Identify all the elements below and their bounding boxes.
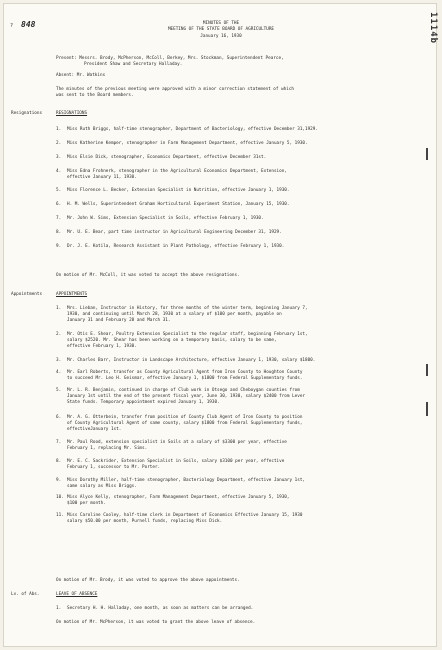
header-line-1: MINUTES OF THE <box>202 21 240 26</box>
appointment-item-number: 5. <box>56 388 62 393</box>
resignation-item-number: 7. <box>56 216 62 221</box>
margin-label-appointments: Appointments <box>11 292 43 297</box>
resignation-item-number: 5. <box>56 188 62 193</box>
margin-bracket <box>426 148 428 160</box>
resignation-item-number: 3. <box>56 155 62 160</box>
appointment-item-number: 2. <box>56 332 62 337</box>
appointments-motion: On motion of Mr. Brody, it was voted to approve the above appointments. <box>56 578 240 583</box>
margin-label-leave: Lv. of Abs. <box>11 592 40 597</box>
resignation-item-number: 4. <box>56 169 62 174</box>
resignation-item-text: H. M. Wells, Superintendent Graham Horticultural Experiment Station, January 15, 1930. <box>67 202 290 207</box>
appointment-item-number: 3. <box>56 358 62 363</box>
resignation-item-number: 2. <box>56 141 62 146</box>
margin-mark: ? <box>10 23 14 29</box>
appointment-item-text: Mr. Paul Rood, extension specialist in Soils at a salary of $3300 per year, effective February 1, replacing Mr. Sims. <box>67 440 287 451</box>
appointment-item-number: 6. <box>56 415 62 420</box>
resignation-item-text: Miss Florence L. Becker, Extension Specialist in Nutrition, effective January 1, 1930. <box>67 188 290 193</box>
appointments-heading: APPOINTMENTS <box>56 292 88 297</box>
appointment-item-number: 1. <box>56 306 62 311</box>
appointment-item-text: Mr. Earl Roberts, transfer as County Agricultural Agent from Iron County to Houghton County to succeed Mr. Leo H. Geismar, effective January 1, $1800 from Federal Supplementary funds. <box>67 370 303 381</box>
appointment-item-number: 9. <box>56 478 62 483</box>
present-line: Present: Messrs. Brody, McPherson, McColl, Berkey, Mrs. Stockman, Superintendent Pearce, <box>56 56 284 61</box>
document-header <box>0 21 442 40</box>
side-stamp: 1114b <box>428 12 438 45</box>
appointment-item-number: 7. <box>56 440 62 445</box>
appointment-item-text: Mr. Otis E. Shear, Poultry Extension Specialist to the regular staff, beginning February 1st, salary $2520. Mr. Shear has been working on a temporary basis, salary to be same, effective February 1, 1930. <box>67 332 308 349</box>
resignation-item-text: Mr. U. E. Bear, part time instructor in Agricultural Engineering December 31, 1929. <box>67 230 282 235</box>
leave-item-number: 1. <box>56 606 62 611</box>
resignation-item-number: 9. <box>56 244 62 249</box>
resignation-item-number: 6. <box>56 202 62 207</box>
page-number: 848 <box>21 20 36 29</box>
resignation-item-text: Dr. J. E. Kotila, Research Assistant in Plant Pathology, effective February 1, 1930. <box>67 244 285 249</box>
resignation-item-number: 1. <box>56 127 62 132</box>
leave-motion: On motion of Mr. McPherson, it was voted to grant the above leave of absence. <box>56 620 256 625</box>
minutes-line-2: was sent to the Board members. <box>56 93 134 98</box>
present-line-2: President Shaw and Secretary Halladay. <box>84 62 183 67</box>
resignations-heading: RESIGNATIONS <box>56 111 88 116</box>
minutes-line-1: The minutes of the previous meeting were approved with a minor correction statement of which <box>56 87 294 92</box>
appointment-item-number: 11. <box>56 513 64 518</box>
appointment-item-text: Mr. A. G. Otterbein, transfer from position of County Club Agent of Iron County to position of County Agricultural Agent of same county, salary $1800 from Federal Supplementary funds, effectiveJanuary 1st. <box>67 415 303 432</box>
appointment-item-number: 10. <box>56 495 64 500</box>
resignations-motion: On motion of Mr. McColl, it was voted to accept the above resignations. <box>56 273 240 278</box>
appointment-item-text: Mr. Charles Barr, Instructor in Landscape Architecture, effective January 1, 1930, salary $1800. <box>67 358 316 363</box>
margin-label-resignations: Resignations <box>11 111 43 116</box>
resignation-item-text: Miss Elsie Dick, stenographer, Economics Department, effective December 31st. <box>67 155 267 160</box>
appointment-item-text: Mr. E. C. Sackrider, Extension Specialist in Soils, salary $3100 per year, effective February 1, successor to Mr. Porter. <box>67 459 285 470</box>
margin-bracket <box>426 364 428 376</box>
appointment-item-text: Miss Dorothy Miller, half-time stenographer, Bacteriology Department, effective January 1st, same salary as Miss Briggs. <box>67 478 305 489</box>
margin-bracket <box>426 402 428 416</box>
appointment-item-text: Miss Alyce Kelly, stenographer, Farm Management Department, effective January 5, 1930, $100 per month. <box>67 495 290 506</box>
resignation-item-text: Miss Edna Frohnerk, stenographer in the Agricultural Economics Department, Extension, effective January 11, 1930. <box>67 169 287 180</box>
document-page <box>4 4 436 646</box>
resignation-item-text: Miss Katherine Kemper, stenographer in Farm Management Department, effective January 5, 1930. <box>67 141 308 146</box>
absent-line: Absent: Mr. Watkins <box>56 73 106 78</box>
appointment-item-text: Mr. L. R. Benjamin, continued in charge of Club work in Otsego and Cheboygan counties from January 1st until the end of the present fiscal year, June 30, 1930, salary $2400 from Lever State funds. Temporary appointment expired January 1, 1930. <box>67 388 305 405</box>
appointment-item-number: 8. <box>56 459 62 464</box>
appointment-item-text: Miss Caroline Cooley, half-time clerk in Department of Economics Effective January 15, 1930 salary $50.00 per month, Purnell funds, replacing Miss Dick. <box>67 513 303 524</box>
resignation-item-number: 8. <box>56 230 62 235</box>
resignation-item-text: Mr. John W. Sims, Extension Specialist in Soils, effective February 1, 1930. <box>67 216 264 221</box>
appointment-item-text: Mrs. Lieban, Instructor in History, for three months of the winter term, beginning January 7, 1930, and continuing until March 28, 1930 at a salary of $100 per month, payable on January 31 and February 28 and March 31. <box>67 306 308 323</box>
leave-heading: LEAVE OF ABSENCE <box>56 592 98 597</box>
leave-item-text: Secretary H. H. Halladay, one month, as soon as matters can be arranged. <box>67 606 254 611</box>
resignation-item-text: Miss Ruth Briggs, half-time stenographer, Department of Bacteriology, effective December 31,1929. <box>67 127 318 132</box>
header-line-3: January 16, 1930 <box>200 33 242 39</box>
header-line-2: MEETING OF THE STATE BOARD OF AGRICULTURE <box>167 27 275 33</box>
appointment-item-number: 4. <box>56 370 62 375</box>
